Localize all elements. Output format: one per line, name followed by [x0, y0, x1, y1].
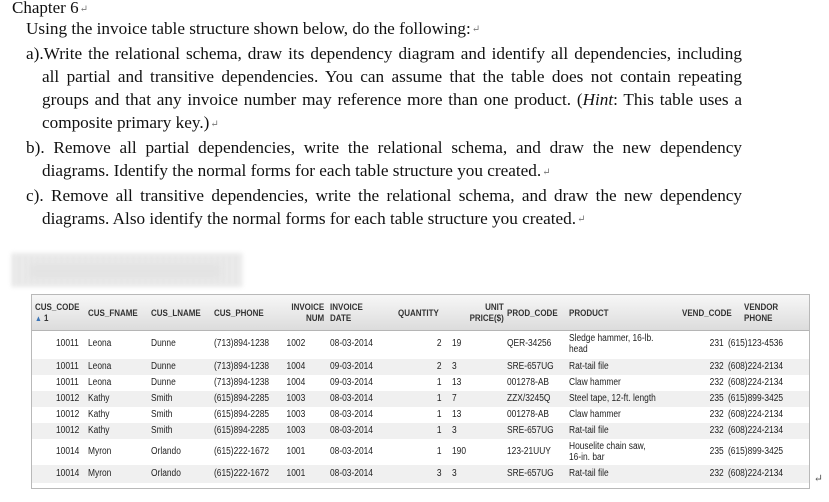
- cell-qty: 1: [437, 446, 442, 457]
- paragraph-mark-icon: ↵: [577, 214, 586, 226]
- cell-inv-num: 1001: [286, 468, 305, 479]
- cell-vend-phone: (615)899-3425: [728, 446, 784, 457]
- cell-prod-code: QER-34256: [507, 338, 552, 349]
- cell-price: 190: [452, 446, 467, 457]
- cell-lname: Orlando: [151, 446, 181, 457]
- cell-product: Sledge hammer, 16-lb. head: [569, 333, 654, 355]
- cell-fname: Kathy: [88, 409, 110, 420]
- cell-fname: Myron: [88, 468, 112, 479]
- header-quantity[interactable]: QUANTITY: [398, 308, 439, 318]
- cell-phone: (615)894-2285: [214, 393, 270, 404]
- cell-inv-date: 08-03-2014: [330, 446, 373, 457]
- cell-vend-code: 232: [709, 425, 724, 436]
- cell-phone: (615)222-1672: [214, 446, 270, 457]
- cell-inv-num: 1002: [286, 338, 305, 349]
- cell-product: Rat-tail file: [569, 361, 609, 372]
- cell-phone: (615)894-2285: [214, 409, 270, 420]
- cell-inv-date: 08-03-2014: [330, 338, 373, 349]
- cell-qty: 1: [437, 393, 442, 404]
- question-text: [26, 17, 742, 232]
- cell-vend-code: 235: [709, 393, 724, 404]
- question-item-a: a).Write the relational schema, draw its dependency diagram and identify all dependencies, including all partial and transitive dependencies. You can assume that the table does not contain repeating groups and that any invoice number may reference more than one product. (Hint: This table uses a composite primary key.)↵: [26, 43, 742, 133]
- cell-prod-code: 001278-AB: [507, 377, 550, 388]
- cell-vend-code: 231: [709, 338, 724, 349]
- cell-qty: 3: [437, 468, 442, 479]
- cell-fname: Leona: [88, 338, 112, 349]
- table-row[interactable]: [32, 423, 809, 439]
- cell-fname: Kathy: [88, 393, 110, 404]
- header-vend-code[interactable]: VEND_CODE: [682, 308, 732, 318]
- paragraph-mark-icon: ↵: [813, 472, 823, 485]
- cell-price: 13: [452, 409, 462, 420]
- cell-vend-code: 232: [709, 468, 724, 479]
- cell-qty: 2: [437, 361, 442, 372]
- cell-cus-code: 10011: [56, 338, 79, 349]
- blurred-area: [30, 264, 220, 278]
- cell-lname: Dunne: [151, 377, 176, 388]
- cell-inv-date: 08-03-2014: [330, 468, 373, 479]
- cell-inv-date: 09-03-2014: [330, 377, 373, 388]
- table-row[interactable]: [32, 465, 809, 483]
- cell-product: Houselite chain saw, 16-in. bar: [569, 441, 646, 463]
- header-invoice-date[interactable]: INVOICE DATE: [330, 302, 363, 323]
- chapter-title: Chapter 6↵: [12, 0, 88, 17]
- cell-cus-code: 10012: [56, 409, 80, 420]
- cell-cus-code: 10014: [56, 468, 80, 479]
- cell-qty: 1: [437, 409, 442, 420]
- paragraph-mark-icon: ↵: [79, 3, 88, 15]
- header-unit-price[interactable]: UNIT PRICE($): [469, 302, 504, 323]
- cell-inv-date: 08-03-2014: [330, 393, 373, 404]
- question-item-b: b). Remove all partial dependencies, write the relational schema, and draw the new dependency diagrams. Identify the normal forms for each table structure you created.↵: [26, 137, 742, 181]
- paragraph-mark-icon: ↵: [210, 118, 219, 130]
- cell-lname: Smith: [151, 409, 173, 420]
- cell-vend-code: 232: [709, 361, 724, 372]
- cell-vend-code: 232: [709, 409, 724, 420]
- cell-price: 3: [452, 425, 457, 436]
- cell-phone: (615)222-1672: [214, 468, 270, 479]
- cell-product: Claw hammer: [569, 409, 621, 420]
- cell-inv-num: 1003: [286, 409, 305, 420]
- cell-product: Claw hammer: [569, 377, 621, 388]
- question-item-c: c). Remove all transitive dependencies, write the relational schema, and draw the new dependency diagrams. Also identify the normal forms for each table structure you created.↵: [26, 185, 743, 228]
- cell-lname: Smith: [151, 393, 173, 404]
- cell-inv-num: 1003: [286, 393, 305, 404]
- cell-fname: Leona: [88, 361, 112, 372]
- cell-lname: Orlando: [151, 468, 181, 479]
- cell-qty: 1: [437, 425, 442, 436]
- cell-cus-code: 10014: [56, 446, 80, 457]
- cell-lname: Dunne: [151, 338, 176, 349]
- cell-cus-code: 10012: [56, 393, 80, 404]
- table-row[interactable]: [32, 407, 809, 423]
- cell-price: 19: [452, 338, 462, 349]
- table-row[interactable]: [32, 375, 809, 391]
- header-invoice-num[interactable]: INVOICE NUM: [291, 302, 324, 323]
- cell-vend-phone: (608)224-2134: [728, 468, 784, 479]
- cell-inv-num: 1004: [286, 361, 305, 372]
- cell-product: Rat-tail file: [569, 425, 609, 436]
- cell-price: 13: [452, 377, 462, 388]
- cell-vend-phone: (615)899-3425: [728, 393, 784, 404]
- cell-prod-code: SRE-657UG: [507, 468, 554, 479]
- cell-phone: (713)894-1238: [214, 361, 270, 372]
- cell-vend-phone: (608)224-2134: [728, 361, 784, 372]
- cell-inv-date: 08-03-2014: [330, 425, 373, 436]
- cell-vend-phone: (615)123-4536: [728, 338, 784, 349]
- cell-product: Steel tape, 12-ft. length: [569, 393, 656, 404]
- header-cus-lname[interactable]: CUS_LNAME: [151, 308, 201, 318]
- header-vendor-phone[interactable]: VENDOR PHONE: [744, 302, 779, 323]
- cell-qty: 2: [437, 338, 442, 349]
- cell-product: Rat-tail file: [569, 468, 609, 479]
- header-cus-fname[interactable]: CUS_FNAME: [88, 308, 138, 318]
- cell-vend-code: 235: [709, 446, 724, 457]
- header-cus-code[interactable]: CUS_CODE ▲ 1: [35, 302, 80, 323]
- cell-inv-num: 1001: [286, 446, 305, 457]
- cell-price: 3: [452, 361, 457, 372]
- cell-cus-code: 10012: [56, 425, 80, 436]
- cell-phone: (713)894-1238: [214, 377, 270, 388]
- table-header: [32, 295, 809, 331]
- cell-qty: 1: [437, 377, 442, 388]
- sort-ascending-icon: ▲: [35, 314, 42, 323]
- cell-inv-date: 09-03-2014: [330, 361, 373, 372]
- header-product[interactable]: PRODUCT: [569, 308, 609, 318]
- cell-fname: Leona: [88, 377, 112, 388]
- cell-phone: (615)894-2285: [214, 425, 270, 436]
- cell-prod-code: SRE-657UG: [507, 361, 554, 372]
- cell-inv-num: 1004: [286, 377, 305, 388]
- table-row[interactable]: [32, 391, 809, 407]
- cell-prod-code: 123-21UUY: [507, 446, 551, 457]
- paragraph-mark-icon: ↵: [471, 24, 481, 36]
- cell-price: 7: [452, 393, 457, 404]
- cell-price: 3: [452, 468, 457, 479]
- cell-lname: Dunne: [151, 361, 176, 372]
- cell-cus-code: 10011: [56, 361, 79, 372]
- cell-lname: Smith: [151, 425, 173, 436]
- cell-prod-code: SRE-657UG: [507, 425, 554, 436]
- table-row[interactable]: [32, 331, 809, 357]
- invoice-table: [31, 294, 810, 489]
- cell-cus-code: 10011: [56, 377, 79, 388]
- cell-phone: (713)894-1238: [214, 338, 270, 349]
- cell-prod-code: 001278-AB: [507, 409, 550, 420]
- table-row[interactable]: [32, 439, 809, 465]
- cell-vend-code: 232: [709, 377, 724, 388]
- cell-fname: Kathy: [88, 425, 110, 436]
- header-cus-phone[interactable]: CUS_PHONE: [214, 308, 264, 318]
- cell-inv-num: 1003: [286, 425, 305, 436]
- cell-inv-date: 08-03-2014: [330, 409, 373, 420]
- paragraph-mark-icon: ↵: [542, 166, 551, 178]
- header-prod-code[interactable]: PROD_CODE: [507, 308, 558, 318]
- cell-vend-phone: (608)224-2134: [728, 409, 784, 420]
- cell-prod-code: ZZX/3245Q: [507, 393, 551, 404]
- intro-paragraph: Using the invoice table structure shown below, do the following:↵: [26, 19, 481, 38]
- cell-fname: Myron: [88, 446, 112, 457]
- table-row[interactable]: [32, 359, 809, 375]
- cell-vend-phone: (608)224-2134: [728, 377, 784, 388]
- cell-vend-phone: (608)224-2134: [728, 425, 784, 436]
